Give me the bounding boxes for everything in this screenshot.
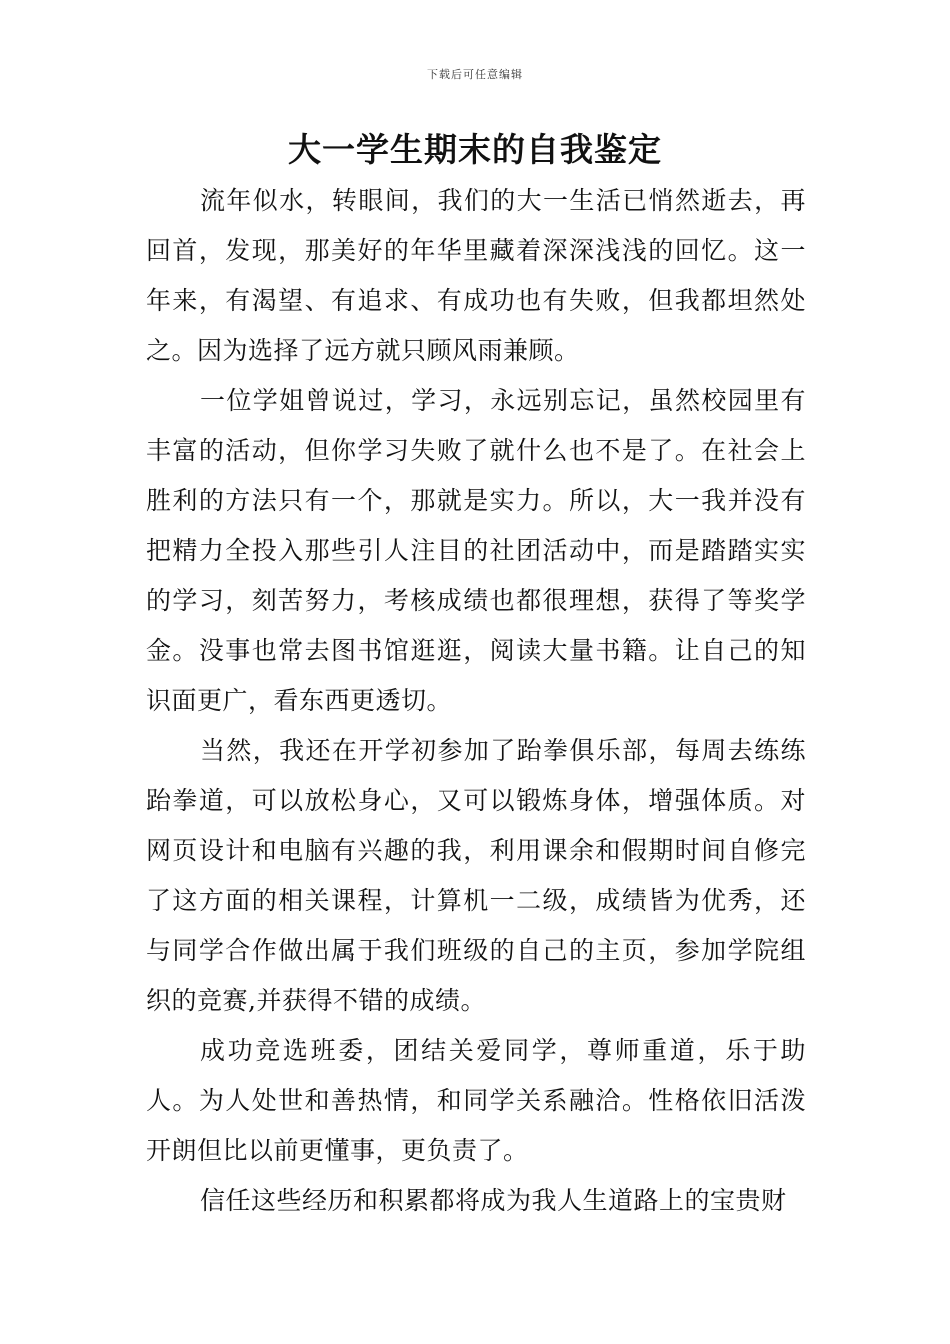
document-body <box>146 176 806 1226</box>
paragraph-4: 成功竞选班委，团结关爱同学，尊师重道，乐于助人。为人处世和善热情，和同学关系融洽。性格依旧活泼开朗但比以前更懂事，更负责了。 <box>146 1036 806 1165</box>
document-title: 大一学生期末的自我鉴定 <box>288 130 662 169</box>
paragraph-2: 一位学姐曾说过，学习，永远别忘记，虽然校园里有丰富的活动，但你学习失败了就什么也不是了。在社会上胜利的方法只有一个，那就是实力。所以，大一我并没有把精力全投入那些引人注目的社团活动中，而是踏踏实实的学习，刻苦努力，考核成绩也都很理想，获得了等奖学金。没事也常去图书馆逛逛，阅读大量书籍。让自己的知识面更广，看东西更透切。 <box>146 386 806 715</box>
paragraph-3: 当然，我还在开学初参加了跆拳俱乐部，每周去练练跆拳道，可以放松身心，又可以锻炼身体，增强体质。对网页设计和电脑有兴趣的我，利用课余和假期时间自修完了这方面的相关课程，计算机一二级，成绩皆为优秀，还与同学合作做出属于我们班级的自己的主页，参加学院组织的竞赛,并获得不错的成绩。 <box>146 736 806 1015</box>
paragraph-1: 流年似水，转眼间，我们的大一生活已悄然逝去，再回首，发现，那美好的年华里藏着深深浅浅的回忆。这一年来，有渴望、有追求、有成功也有失败，但我都坦然处之。因为选择了远方就只顾风雨兼顾。 <box>146 186 806 365</box>
paragraph-5: 信任这些经历和积累都将成为我人生道路上的宝贵财 <box>200 1186 787 1215</box>
header-note: 下载后可任意编辑 <box>427 68 523 81</box>
